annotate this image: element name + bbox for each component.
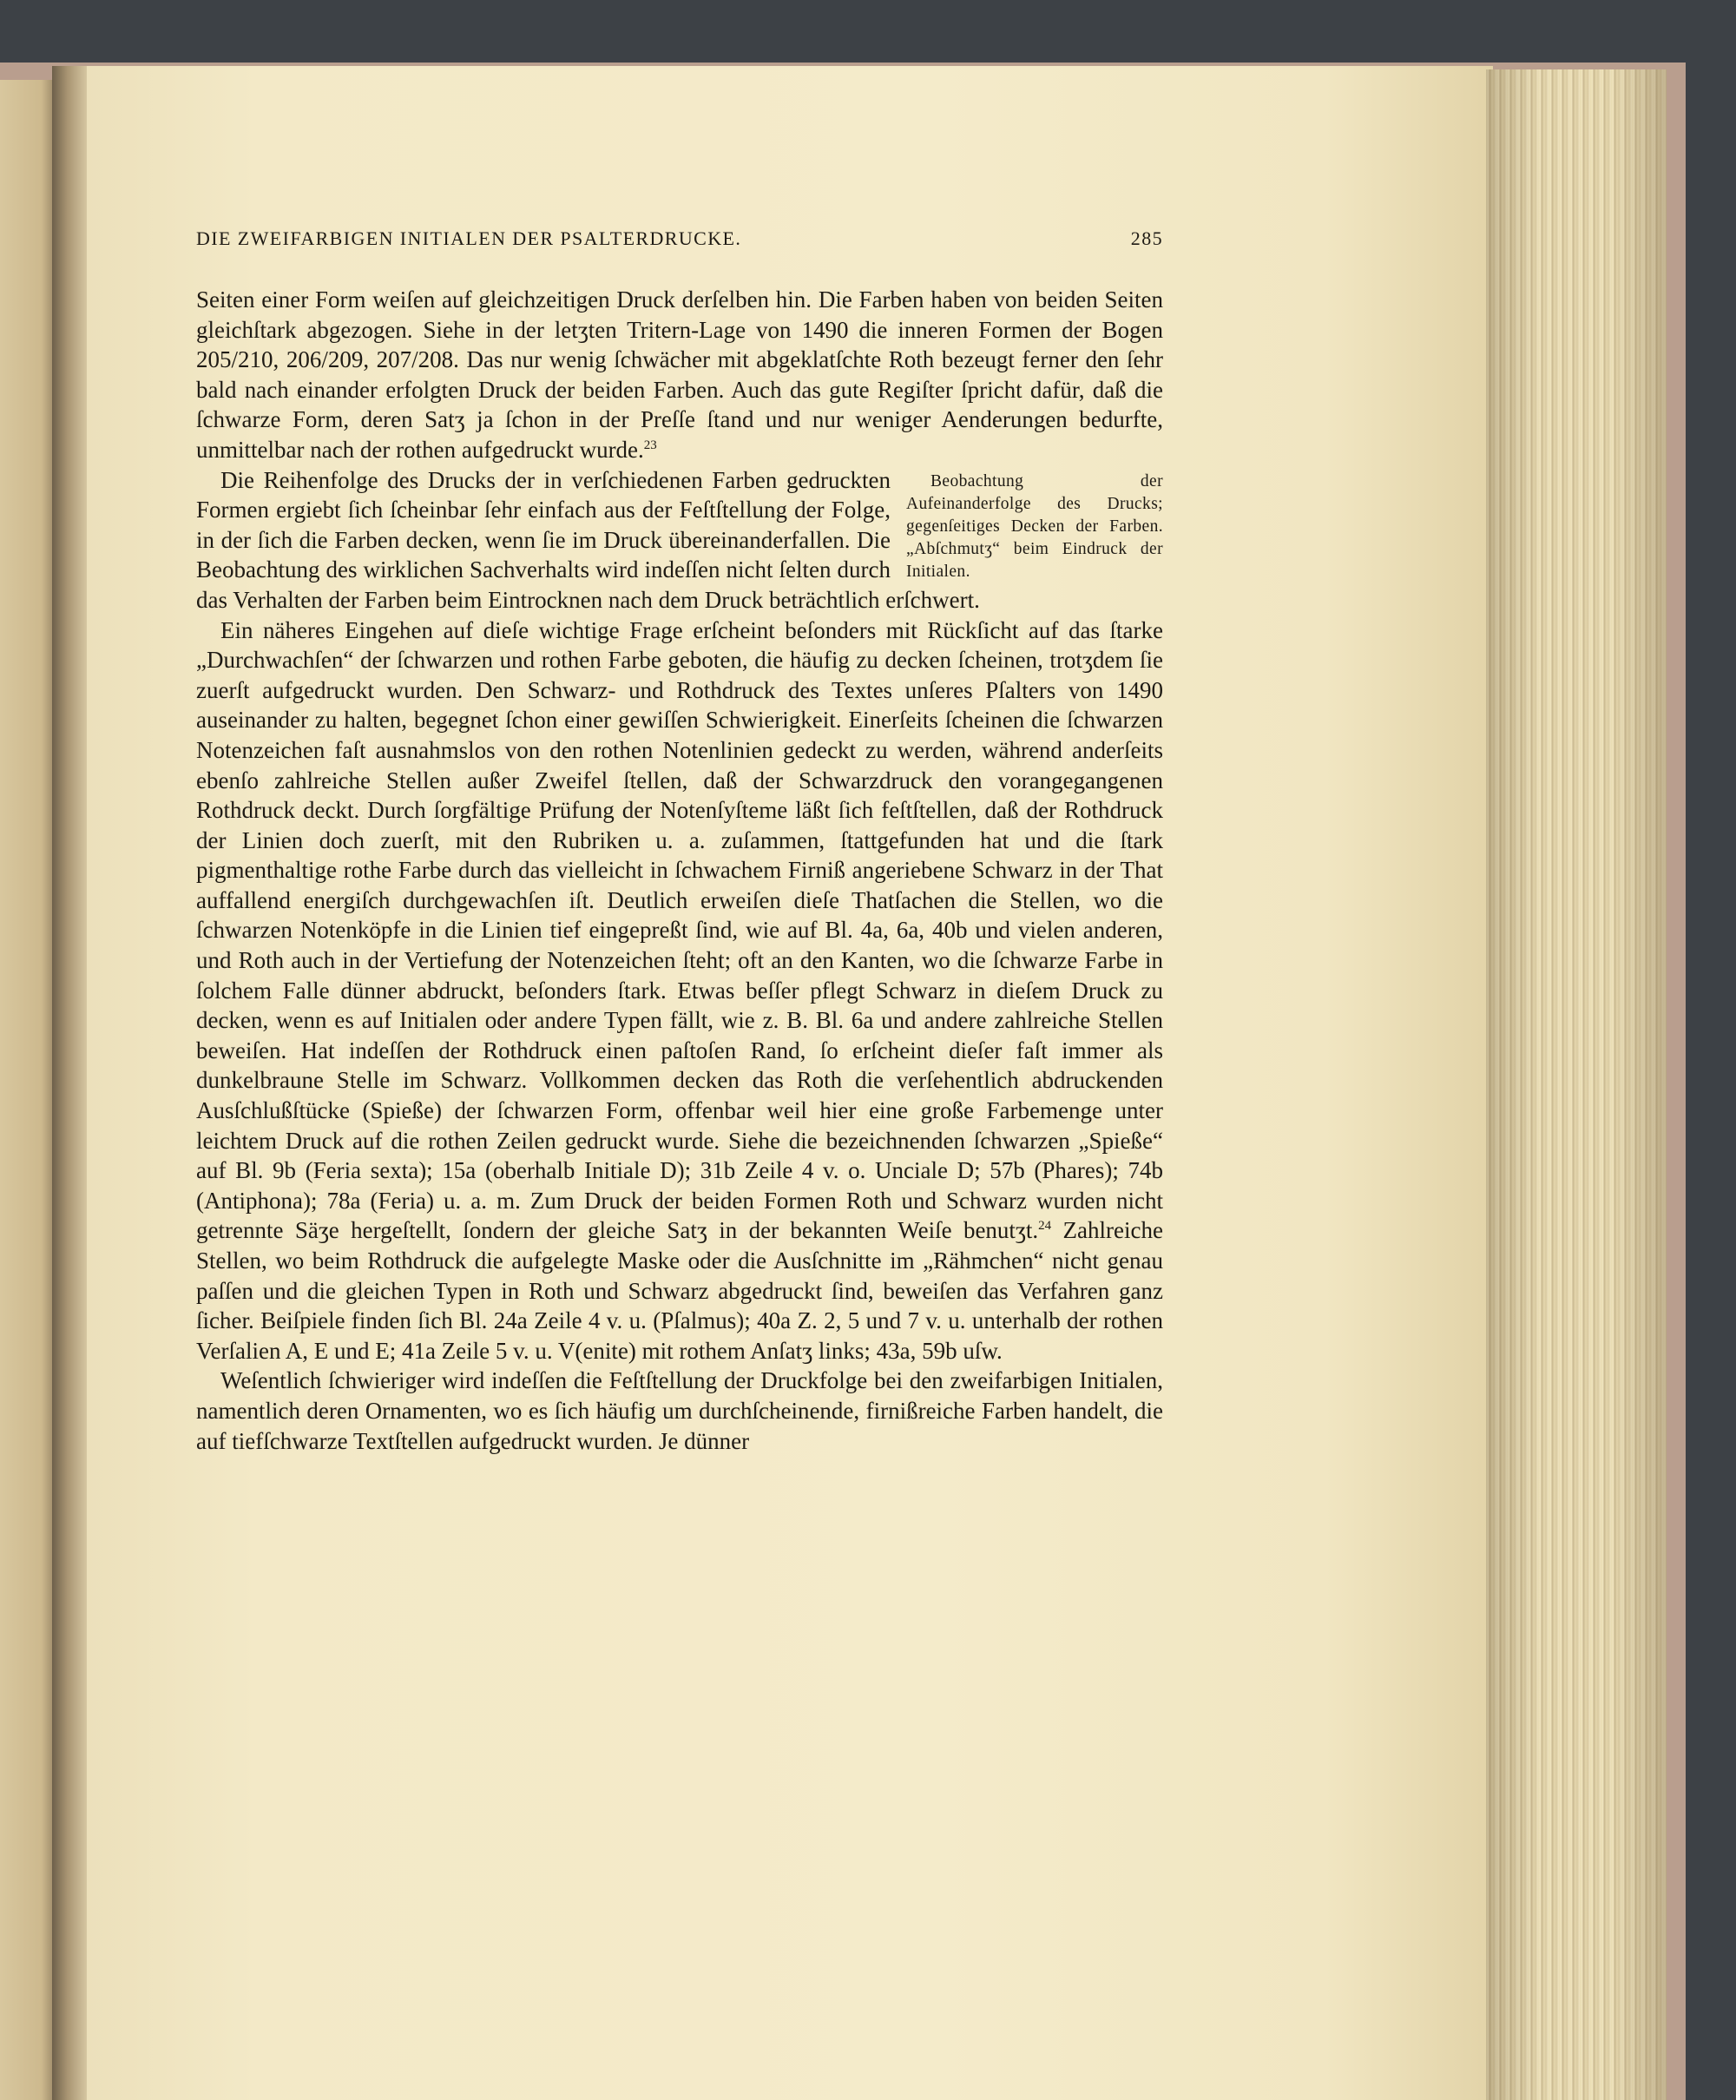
page-edge-stack	[1486, 69, 1667, 2100]
paragraph-4-text: Weſentlich ſchwieriger wird indeſſen die Feſtſtellung der Druckfolge bei den zweifarbigen Initialen, namentlich deren Ornamenten, wo es ſich häufig um durchſcheinende, firnißreiche Farben handelt, die auf tiefſchwarze Textſtellen aufgedruckt wurden. Je dünner	[196, 1367, 1163, 1454]
paragraph-3	[196, 616, 1163, 1366]
page-number: 285	[1130, 227, 1163, 249]
paragraph-2-text: Die Reihenfolge des Drucks der in verſchiedenen Farben gedruckten Formen ergiebt ſich ſcheinbar ſehr einfach aus der Feſtſtellung der Folge, in der ſich die Farben decken, wenn ſie im Druck übereinanderfallen. Die Beobachtung des wirklichen Sachverhalts wird indeſſen nicht ſelten durch das Verhalten der Farben beim Eintrocknen nach dem Druck beträchtlich erſchwert.	[196, 466, 980, 613]
body-text	[196, 285, 1163, 1456]
paragraph-1-text: Seiten einer Form weiſen auf gleichzeitigen Druck derſelben hin. Die Farben haben von beiden Seiten gleichſtark abgezogen. Siehe in der letʒten Tritern-Lage von 1490 die inneren Formen der Bogen 205/210, 206/209, 207/208. Das nur wenig ſchwächer mit abgeklatſchte Roth bezeugt ferner den ſehr bald nach einander erfolgten Druck der beiden Farben. Auch das gute Regiſter ſpricht dafür, daß die ſchwarze Form, deren Satʒ ja ſchon in der Preſſe ſtand und nur weniger Aenderungen bedurfte, unmittelbar nach der rothen aufgedruckt wurde.	[196, 286, 1163, 463]
paragraph-3-text: Ein näheres Eingehen auf dieſe wichtige Frage erſcheint beſonders mit Rückſicht auf das ſtarke „Durchwachſen“ der ſchwarzen und rothen Farbe geboten, die häufig zu decken ſcheinen, trotʒdem ſie zuerſt aufgedruckt wurden. Den Schwarz- und Rothdruck des Textes unſeres Pſalters von 1490 auseinander zu halten, begegnet ſchon einer gewiſſen Schwierigkeit. Einerſeits ſcheinen die ſchwarzen Notenzeichen faſt ausnahmslos von den rothen Notenlinien gedeckt zu werden, während anderſeits ebenſo zahlreiche Stellen außer Zweifel ſtellen, daß der Schwarzdruck den vorangegangenen Rothdruck deckt. Durch ſorgfältige Prüfung der Notenſyſteme läßt ſich feſtſtellen, daß der Rothdruck der Linien doch zuerſt, mit den Rubriken u. a. zuſammen, ſtattgefunden hat und die ſtark pigmenthaltige rothe Farbe durch das vielleicht in ſchwachem Firniß angeriebene Schwarz in der That auffallend energiſch durchgewachſen iſt. Deutlich erweiſen dieſe Thatſachen die Stellen, wo die ſchwarzen Notenköpfe in die Linien tief eingepreßt ſind, wie auf Bl. 4a, 6a, 40b und vielen anderen, und Roth auch in der Vertiefung der Notenzeichen ſteht; oft an den Kanten, wo die ſchwarze Farbe in ſolchem Falle dünner abdruckt, beſonders ſtark. Etwas beſſer pflegt Schwarz in dieſem Druck zu decken, wenn es auf Initialen oder andere Typen fällt, wie z. B. Bl. 6a und andere zahlreiche Stellen beweiſen. Hat indeſſen der Rothdruck einen paſtoſen Rand, ſo erſcheint dieſer faſt immer als dunkelbraune Stelle im Schwarz. Vollkommen decken das Roth die verſehentlich abdruckenden Ausſchlußſtücke (Spieße) der ſchwarzen Form, offenbar weil hier eine große Farbemenge unter leichtem Druck auf die rothen Zeilen gedruckt wurde. Siehe die bezeichnenden ſchwarzen „Spieße“ auf Bl. 9b (Feria sexta); 15a (oberhalb Initiale D); 31b Zeile 4 v. o. Unciale D; 57b (Phares); 74b (Antiphona); 78a (Feria) u. a. m. Zum Druck der beiden Formen Roth und Schwarz wurden nicht getrennte Säʒe hergeſtellt, ſondern der gleiche Satʒ in der bekannten Weiſe benutʒt.	[196, 616, 1163, 1244]
footnote-ref-23: 23	[643, 438, 657, 452]
paragraph-4	[196, 1366, 1163, 1456]
left-page-edge	[0, 80, 59, 2100]
running-head-title: DIE ZWEIFARBIGEN INITIALEN DER PSALTERDRUCKE.	[196, 227, 742, 249]
marginal-note: Beobachtung der Aufeinanderfolge des Drucks; gegenſeitiges Decken der Farben. „Abſchmutʒ“ beim Eindruck der Initialen.	[906, 471, 1163, 581]
paragraph-2	[196, 465, 1163, 616]
footnote-ref-24: 24	[1038, 1219, 1052, 1234]
paragraph-3-text-cont: Zahlreiche Stellen, wo beim Rothdruck die aufgelegte Maske oder die Ausſchnitte im „Rähmchen“ nicht genau paſſen und die gleichen Typen in Roth und Schwarz abgedruckt ſind, beweiſen das Verfahren ganz ſicher. Beiſpiele finden ſich Bl. 24a Zeile 4 v. u. (Pſalmus); 40a Z. 2, 5 und 7 v. u. unterhalb der rothen Verſalien A, E und E; 41a Zeile 5 v. u. V(enite) mit rothem Anſatʒ links; 43a, 59b uſw.	[196, 1217, 1163, 1364]
text-block	[196, 227, 1163, 1456]
paragraph-1	[196, 285, 1163, 465]
running-head	[196, 227, 1163, 262]
